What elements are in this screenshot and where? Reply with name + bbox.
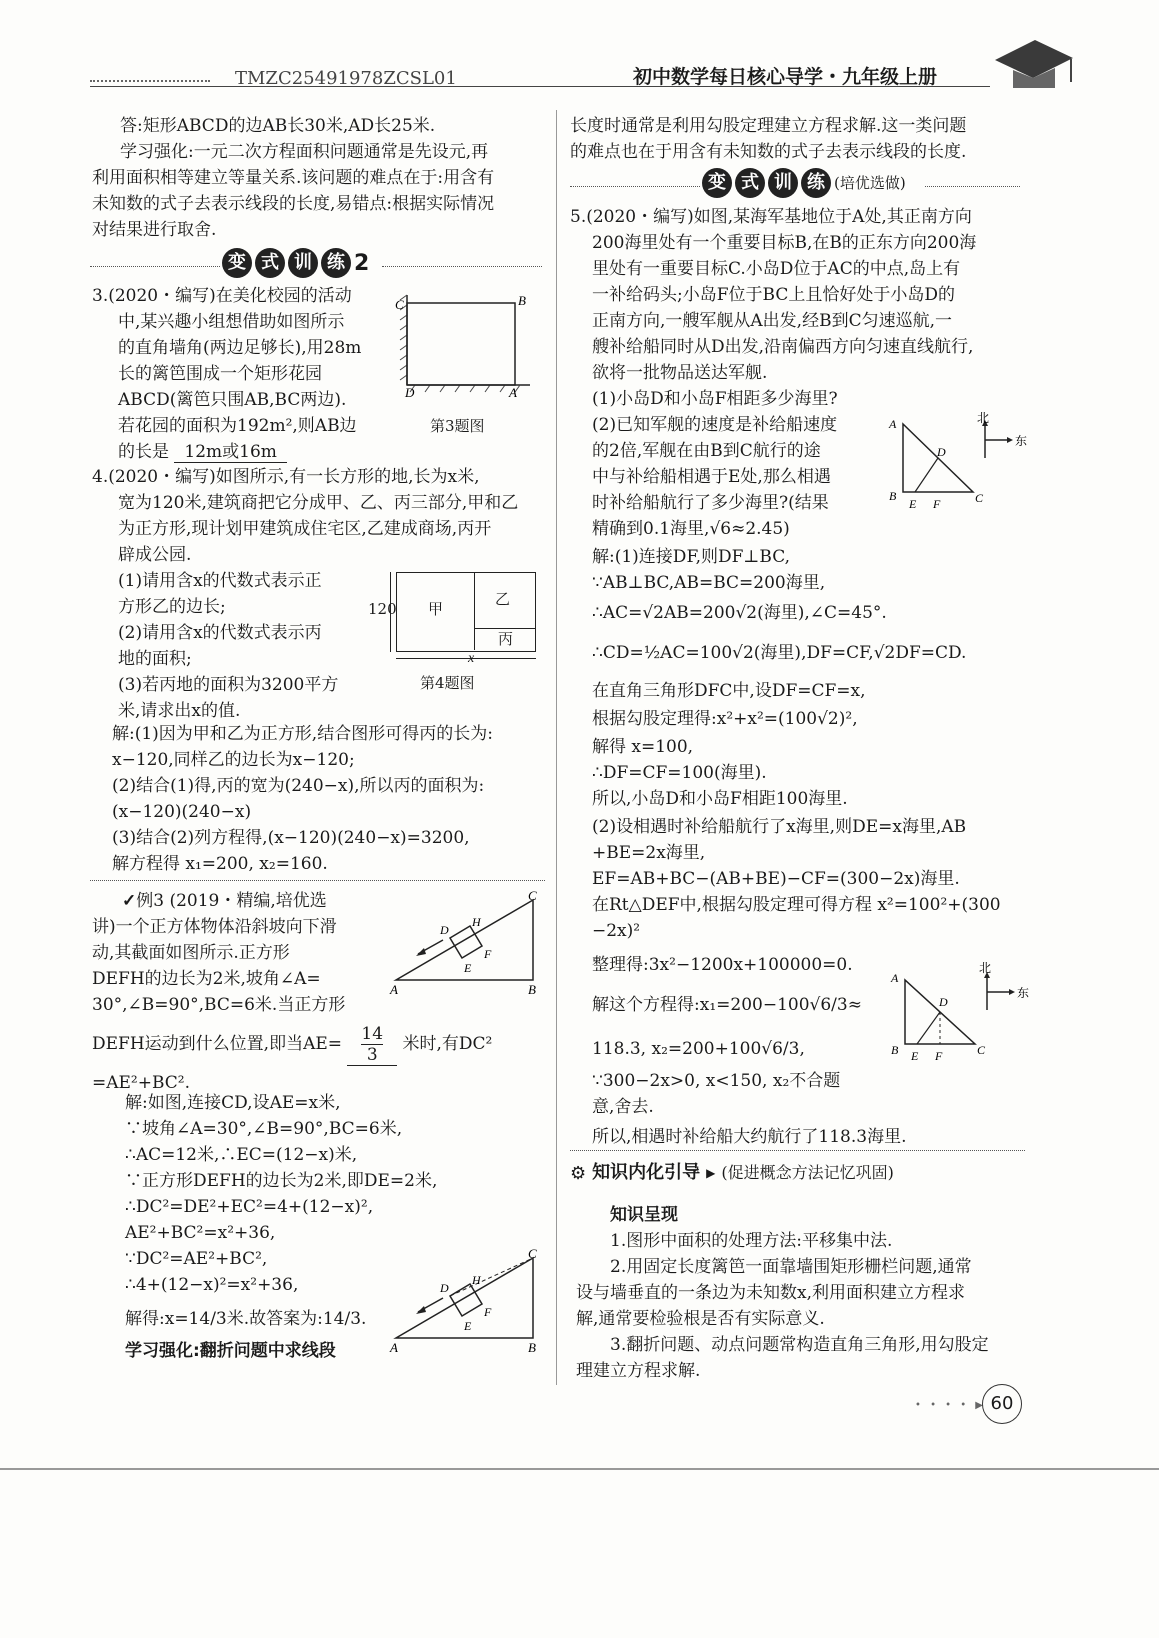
text-line: ∴DF=CF=100(海里). (592, 763, 767, 783)
section-rule (90, 266, 220, 267)
text-line: 3.翻折问题、动点问题常构造直角三角形,用勾股定 (610, 1335, 989, 1355)
text-line: 30°,∠B=90°,BC=6米.当正方形 (92, 995, 346, 1015)
dimension-line (396, 658, 536, 659)
text-line: ∵DC²=AE²+BC², (125, 1249, 268, 1269)
label-B: B (891, 1043, 899, 1057)
label-yi: 乙 (495, 590, 511, 608)
text-line: x−120,同样乙的边长为x−120; (112, 750, 355, 770)
text-line: 解得:x=14/3米.故答案为:14/3. (125, 1309, 367, 1329)
arrow-right-icon: ▶ (706, 1166, 716, 1180)
bottom-rule (0, 1468, 1159, 1470)
text-line: 的难点也在于用含有未知数的式子去表示线段的长度. (570, 142, 967, 162)
text-line: EF=AB+BC−(AB+BE)−CF=(300−2x)海里. (592, 869, 960, 889)
label-D: D (440, 923, 449, 937)
text-line: 意,舍去. (592, 1097, 654, 1117)
text-line: 未知数的式子去表示线段的长度,易错点:根据实际情况 (92, 194, 495, 214)
q4-figure (368, 568, 548, 668)
text-line: 设与墙垂直的一条边为未知数x,利用面积建立方程求 (576, 1283, 965, 1303)
label-bing: 丙 (498, 630, 514, 648)
compass-north: 北 (977, 412, 990, 425)
label-A: A (889, 417, 897, 431)
text-line: 为正方形,现计划甲建筑成住宅区,乙建成商场,丙开 (118, 519, 492, 539)
label-jia: 甲 (428, 600, 444, 618)
text-line: 118.3, x₂=200+100√6/3, (592, 1039, 805, 1059)
column-divider (556, 110, 557, 1385)
text-line: AE²+BC²=x²+36, (125, 1223, 276, 1243)
text-line: 解方程得 x₁=200, x₂=160. (112, 854, 328, 874)
badge-char: 变 (702, 168, 732, 198)
text-line: ∵300−2x>0, x<150, x₂不合题 (592, 1071, 841, 1091)
header-code: TMZC25491978ZCSL01 (235, 68, 457, 89)
text-line: ∵AB⊥BC,AB=BC=200海里, (592, 573, 826, 593)
badge-subtitle: (培优选做) (834, 174, 906, 192)
text-line: 解,通常要检验根是否有实际意义. (576, 1309, 825, 1329)
badge-char: 式 (735, 168, 765, 198)
badge-char: 变 (222, 248, 252, 278)
text-line: 在直角三角形DFC中,设DF=CF=x, (592, 681, 866, 701)
text-line: 的2倍,军舰在由B到C航行的途 (592, 441, 821, 461)
text-line: 学习强化:翻折问题中求线段 (125, 1341, 336, 1361)
text-line: 一补给码头;小岛F位于BC上且恰好处于小岛D的 (592, 285, 955, 305)
badge-number: 2 (354, 250, 370, 276)
text-line: ∴4+(12−x)²=x²+36, (125, 1275, 299, 1295)
text-line: +BE=2x海里, (592, 843, 706, 863)
q5-figure-2 (885, 958, 1035, 1066)
text-line: 欲将一批物品送达军舰. (592, 363, 768, 383)
label-E: E (909, 497, 917, 511)
header (0, 0, 1159, 100)
q4-caption: 第4题图 (420, 674, 475, 692)
text-line: (2)设相遇时补给船航行了x海里,则DE=x海里,AB (592, 817, 967, 837)
text-line: 正南方向,一艘军舰从A出发,经B到C匀速巡航,一 (592, 311, 952, 331)
label-D: D (937, 445, 946, 459)
text-line: 利用面积相等建立等量关系.该问题的难点在于:用含有 (92, 168, 495, 188)
label-D: D (440, 1281, 449, 1295)
text-line: (1)小岛D和小岛F相距多少海里? (592, 389, 838, 409)
text-line: 学习强化:一元二次方程面积问题通常是先设元,再 (120, 142, 489, 162)
text-line: 5.(2020・编写)如图,某海军基地位于A处,其正南方向 (570, 207, 972, 227)
text-line: (2)已知军舰的速度是补给船速度 (592, 415, 838, 435)
header-dots (90, 80, 210, 82)
label-C: C (975, 491, 984, 505)
knowledge-header (570, 1160, 894, 1186)
label-F: F (484, 947, 492, 961)
page-number: 60 (982, 1384, 1022, 1424)
label-H: H (472, 1273, 481, 1287)
text-line: 精确到0.1海里,√6≈2.45) (592, 519, 790, 539)
text-line: (2)结合(1)得,丙的宽为(240−x),所以丙的面积为: (112, 776, 485, 796)
text-line: (1)请用含x的代数式表示正 (118, 571, 322, 591)
answer-line: 答:矩形ABCD的边AB长30米,AD长25米. (120, 116, 436, 136)
text-line: 中与补给船相遇于E处,那么相遇 (592, 467, 831, 487)
text-line: DEFH的边长为2米,坡角∠A= (92, 969, 321, 989)
text-line: 宽为120米,建筑商把它分成甲、乙、丙三部分,甲和乙 (118, 493, 519, 513)
label-F: F (933, 497, 941, 511)
text-line: ∴DC²=DE²+EC²=4+(12−x)², (125, 1197, 374, 1217)
q3-prompt: 的长是 (118, 442, 169, 462)
text-line: 2.用固定长度篱笆一面靠墙围矩形栅栏问题,通常 (610, 1257, 972, 1277)
section-badge-2 (222, 248, 369, 278)
text-line: 整理得:3x²−1200x+100000=0. (592, 955, 853, 975)
page-dots: • • • • ▶ (915, 1400, 986, 1411)
section-rule (570, 186, 700, 187)
text-line: −2x)² (592, 921, 641, 941)
ex3-prompt-tail: 米时,有DC² (402, 1034, 493, 1054)
text-line (92, 439, 361, 465)
text-line: 长的篱笆围成一个矩形花园 (118, 364, 322, 384)
label-A: A (390, 982, 398, 997)
compass-east: 东 (1015, 434, 1028, 448)
q5-figure-1 (885, 412, 1035, 512)
text-line: 解:(1)因为甲和乙为正方形,结合图形可得丙的长为: (112, 724, 493, 744)
text-line: ∴AC=12米,∴EC=(12−x)米, (125, 1145, 358, 1165)
label-E: E (464, 1319, 472, 1333)
section-badge-advanced (702, 168, 906, 198)
badge-char: 式 (255, 248, 285, 278)
label-C: C (528, 888, 537, 903)
label-x: x (468, 651, 475, 666)
question-3 (92, 283, 361, 465)
text-line: (3)结合(2)列方程得,(x−120)(240−x)=3200, (112, 828, 470, 848)
text-line: ∴CD=½AC=100√2(海里),DF=CF,√2DF=CD. (592, 643, 967, 663)
text-line: 时补给船航行了多少海里?(结果 (592, 493, 829, 513)
label-F: F (484, 1305, 492, 1319)
q3-figure (395, 285, 545, 400)
compass-east: 东 (1017, 986, 1030, 1000)
section-rule (382, 266, 542, 267)
text-line: 解:如图,连接CD,设AE=x米, (125, 1093, 341, 1113)
label-B: B (518, 293, 526, 308)
text-line: 4.(2020・编写)如图所示,有一长方形的地,长为x米, (92, 467, 480, 487)
label-F: F (935, 1049, 943, 1063)
label-C: C (528, 1246, 537, 1261)
text-line: 所以,小岛D和小岛F相距100海里. (592, 789, 848, 809)
example-3-figure-1 (388, 888, 548, 1000)
text-line: 中,某兴趣小组想借助如图所示 (118, 312, 345, 332)
text-line: 1.图形中面积的处理方法:平移集中法. (610, 1231, 893, 1251)
check-icon: ✓ (122, 891, 137, 911)
frac-num: 14 (361, 1023, 384, 1044)
text-line (92, 1018, 492, 1070)
text-line: 动,其截面如图所示.正方形 (92, 943, 290, 963)
label-B: B (889, 489, 897, 503)
badge-char: 练 (801, 168, 831, 198)
text-line: 讲)一个正方体物体沿斜坡向下滑 (92, 917, 337, 937)
label-E: E (911, 1049, 919, 1063)
example-3-head: 例3 (2019・精编,培优选 (136, 891, 327, 911)
text-line: =AE²+BC². (92, 1073, 191, 1093)
knowledge-head: 知识呈现 (610, 1205, 678, 1225)
text-line: ∴AC=√2AB=200√2(海里),∠C=45°. (592, 603, 887, 623)
q3-caption: 第3题图 (430, 417, 485, 435)
text-line: 所以,相遇时补给船大约航行了118.3海里. (592, 1127, 907, 1147)
knowledge-title: 知识内化引导 (592, 1162, 701, 1183)
compass-icon (977, 412, 1027, 458)
label-A: A (390, 1340, 398, 1355)
section-rule (570, 1150, 1025, 1151)
strengthen-block (92, 139, 494, 243)
label-120: 120 (368, 600, 397, 618)
text-line: (3)若丙地的面积为3200平方 (118, 675, 339, 695)
label-A: A (891, 971, 899, 985)
text-line: (x−120)(240−x) (112, 802, 252, 822)
right-continuation (570, 113, 966, 165)
text-line: 长度时通常是利用勾股定理建立方程求解.这一类问题 (570, 116, 967, 136)
badge-char: 训 (288, 248, 318, 278)
knowledge-subtitle: (促进概念方法记忆巩固) (721, 1163, 894, 1182)
text-line: 解:(1)连接DF,则DF⊥BC, (592, 547, 791, 567)
label-B: B (528, 1340, 536, 1355)
text-line: 在Rt△DEF中,根据勾股定理可得方程 x²=100²+(300 (592, 895, 1001, 915)
label-B: B (528, 982, 536, 997)
badge-char: 练 (321, 248, 351, 278)
ex3-answer (347, 1024, 397, 1066)
text-line: 艘补给船同时从D出发,沿南偏西方向匀速直线航行, (592, 337, 974, 357)
text-line: 对结果进行取舍. (92, 220, 217, 240)
text-line: (2)请用含x的代数式表示丙 (118, 623, 322, 643)
text-line: 解这个方程得:x₁=200−100√6/3≈ (592, 995, 862, 1015)
q3-answer: 12m或16m (174, 442, 287, 463)
text-line: 解得 x=100, (592, 737, 694, 757)
badge-char: 训 (768, 168, 798, 198)
text-line: 方形乙的边长; (118, 597, 226, 617)
text-line: 辟成公园. (118, 545, 192, 565)
compass-north: 北 (979, 961, 992, 975)
text-line: 根据勾股定理得:x²+x²=(100√2)², (592, 709, 858, 729)
q4-solution (112, 721, 493, 877)
label-C: C (977, 1043, 986, 1057)
text-line: ABCD(篱笆只围AB,BC两边). (118, 390, 347, 410)
text-line: 地的面积; (118, 649, 192, 669)
text-line: 的直角墙角(两边足够长),用28m (118, 338, 362, 358)
label-H: H (472, 915, 481, 929)
text-line: 里处有一重要目标C.小岛D位于AC的中点,岛上有 (592, 259, 961, 279)
text-line: 200海里处有一个重要目标B,在B的正东方向200海 (592, 233, 977, 253)
ex3-prompt: DEFH运动到什么位置,即当AE= (92, 1034, 342, 1054)
label-D: D (405, 385, 415, 400)
dimension-line (390, 572, 391, 652)
text-line: 若花园的面积为192m²,则AB边 (118, 416, 357, 436)
gear-icon: ⚙ (570, 1162, 587, 1184)
compass-icon (979, 961, 1029, 1010)
frac-den: 3 (366, 1044, 378, 1065)
graduation-cap-icon (985, 30, 1075, 100)
label-E: E (464, 961, 472, 975)
text-line: ∵正方形DEFH的边长为2米,即DE=2米, (125, 1171, 438, 1191)
text-line: 理建立方程求解. (576, 1361, 701, 1381)
label-D: D (939, 995, 948, 1009)
header-title: 初中数学每日核心导学・九年级上册 (633, 66, 938, 88)
label-A: A (509, 385, 517, 400)
section-rule (925, 186, 1020, 187)
text-line: 米,请求出x的值. (118, 701, 241, 721)
text-line: 3.(2020・编写)在美化校园的活动 (92, 286, 352, 306)
knowledge-body (570, 1202, 989, 1384)
example-3-figure-2 (388, 1240, 548, 1358)
section-rule (90, 880, 545, 881)
text-line: ∵坡角∠A=30°,∠B=90°,BC=6米, (125, 1119, 403, 1139)
label-C: C (395, 297, 404, 312)
